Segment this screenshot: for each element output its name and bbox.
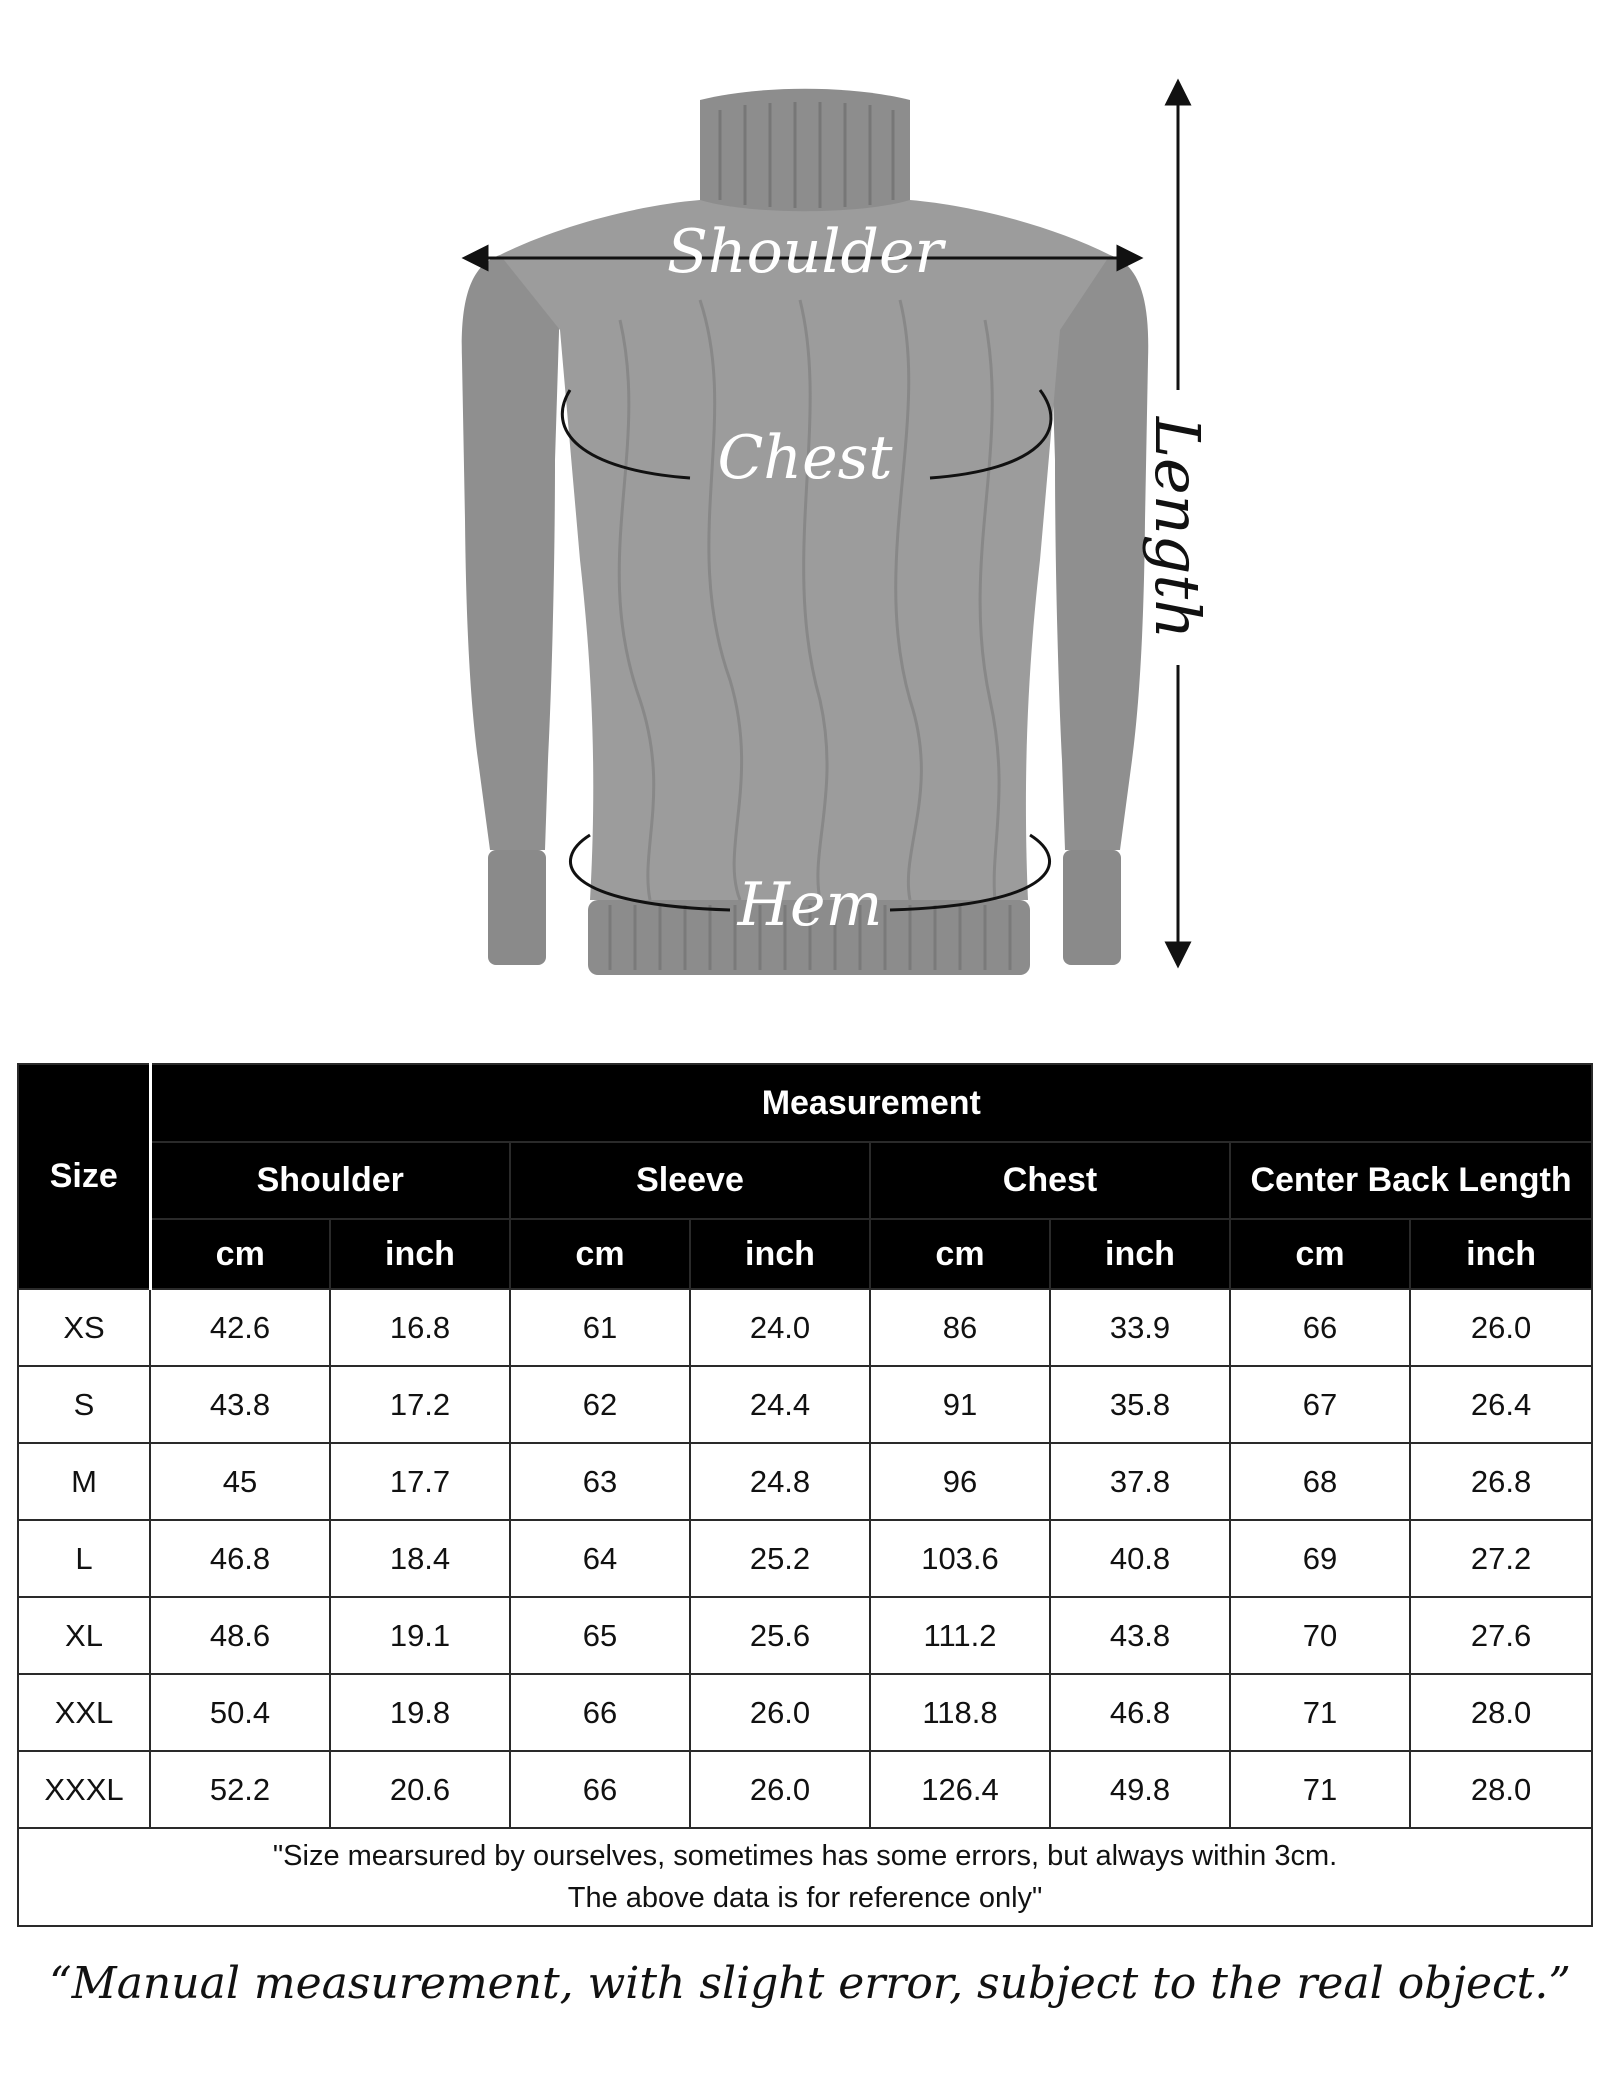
size-cell: XXL (18, 1674, 150, 1751)
value-cell: 71 (1230, 1674, 1410, 1751)
value-cell: 52.2 (150, 1751, 330, 1828)
value-cell: 26.0 (1410, 1289, 1592, 1366)
value-cell: 43.8 (150, 1366, 330, 1443)
value-cell: 28.0 (1410, 1674, 1592, 1751)
value-cell: 50.4 (150, 1674, 330, 1751)
group-header-sleeve: Sleeve (510, 1142, 870, 1219)
unit-header: inch (330, 1219, 510, 1289)
value-cell: 65 (510, 1597, 690, 1674)
value-cell: 43.8 (1050, 1597, 1230, 1674)
group-header-center-back-length: Center Back Length (1230, 1142, 1592, 1219)
value-cell: 27.6 (1410, 1597, 1592, 1674)
value-cell: 37.8 (1050, 1443, 1230, 1520)
value-cell: 103.6 (870, 1520, 1050, 1597)
value-cell: 26.0 (690, 1751, 870, 1828)
turtleneck-collar (700, 89, 910, 212)
value-cell: 20.6 (330, 1751, 510, 1828)
value-cell: 35.8 (1050, 1366, 1230, 1443)
table-note (18, 1828, 1592, 1926)
value-cell: 19.8 (330, 1674, 510, 1751)
value-cell: 70 (1230, 1597, 1410, 1674)
group-header-shoulder: Shoulder (150, 1142, 510, 1219)
value-cell: 46.8 (1050, 1674, 1230, 1751)
value-cell: 17.7 (330, 1443, 510, 1520)
value-cell: 69 (1230, 1520, 1410, 1597)
value-cell: 45 (150, 1443, 330, 1520)
value-cell: 26.4 (1410, 1366, 1592, 1443)
size-cell: S (18, 1366, 150, 1443)
value-cell: 18.4 (330, 1520, 510, 1597)
value-cell: 118.8 (870, 1674, 1050, 1751)
value-cell: 61 (510, 1289, 690, 1366)
value-cell: 24.8 (690, 1443, 870, 1520)
right-sleeve (1050, 255, 1148, 850)
value-cell: 126.4 (870, 1751, 1050, 1828)
value-cell: 24.4 (690, 1366, 870, 1443)
value-cell: 28.0 (1410, 1751, 1592, 1828)
left-sleeve (462, 255, 560, 850)
left-cuff (488, 850, 546, 965)
unit-header: inch (1050, 1219, 1230, 1289)
size-cell: L (18, 1520, 150, 1597)
manual-measurement-note: “Manual measurement, with slight error, subject to the real object.” (49, 1958, 1571, 2009)
value-cell: 66 (510, 1751, 690, 1828)
value-cell: 26.8 (1410, 1443, 1592, 1520)
value-cell: 62 (510, 1366, 690, 1443)
unit-header: cm (870, 1219, 1050, 1289)
length-label: Length (1141, 416, 1214, 640)
value-cell: 26.0 (690, 1674, 870, 1751)
value-cell: 46.8 (150, 1520, 330, 1597)
unit-header: inch (690, 1219, 870, 1289)
value-cell: 40.8 (1050, 1520, 1230, 1597)
value-cell: 33.9 (1050, 1289, 1230, 1366)
table-row (18, 1443, 1592, 1520)
value-cell: 63 (510, 1443, 690, 1520)
group-header-chest: Chest (870, 1142, 1230, 1219)
value-cell: 64 (510, 1520, 690, 1597)
value-cell: 91 (870, 1366, 1050, 1443)
unit-header: cm (150, 1219, 330, 1289)
value-cell: 25.2 (690, 1520, 870, 1597)
hem-label: Hem (737, 870, 883, 940)
table-row (18, 1520, 1592, 1597)
value-cell: 111.2 (870, 1597, 1050, 1674)
size-cell: XXXL (18, 1751, 150, 1828)
value-cell: 66 (1230, 1289, 1410, 1366)
sweater-measurement-diagram (0, 0, 1620, 1000)
value-cell: 42.6 (150, 1289, 330, 1366)
value-cell: 68 (1230, 1443, 1410, 1520)
unit-header: cm (1230, 1219, 1410, 1289)
right-cuff (1063, 850, 1121, 965)
size-cell: XL (18, 1597, 150, 1674)
table-row (18, 1289, 1592, 1366)
value-cell: 17.2 (330, 1366, 510, 1443)
table-row (18, 1597, 1592, 1674)
size-cell: M (18, 1443, 150, 1520)
value-cell: 96 (870, 1443, 1050, 1520)
shoulder-label: Shoulder (666, 217, 944, 287)
value-cell: 49.8 (1050, 1751, 1230, 1828)
unit-header: inch (1410, 1219, 1592, 1289)
size-column-header: Size (18, 1064, 150, 1289)
table-note-line-1: "Size mearsured by ourselves, sometimes has some errors, but always within 3cm. (272, 1840, 1338, 1872)
value-cell: 25.6 (690, 1597, 870, 1674)
unit-header: cm (510, 1219, 690, 1289)
value-cell: 48.6 (150, 1597, 330, 1674)
size-cell: XS (18, 1289, 150, 1366)
value-cell: 24.0 (690, 1289, 870, 1366)
table-row (18, 1674, 1592, 1751)
chest-label: Chest (717, 423, 893, 493)
value-cell: 19.1 (330, 1597, 510, 1674)
value-cell: 66 (510, 1674, 690, 1751)
value-cell: 27.2 (1410, 1520, 1592, 1597)
size-chart-table (17, 1063, 1593, 1927)
table-note-row (18, 1828, 1592, 1926)
table-row (18, 1751, 1592, 1828)
value-cell: 16.8 (330, 1289, 510, 1366)
table-note-line-2: The above data is for reference only" (567, 1882, 1043, 1914)
value-cell: 67 (1230, 1366, 1410, 1443)
measurement-header: Measurement (150, 1064, 1592, 1142)
table-row (18, 1366, 1592, 1443)
value-cell: 71 (1230, 1751, 1410, 1828)
value-cell: 86 (870, 1289, 1050, 1366)
